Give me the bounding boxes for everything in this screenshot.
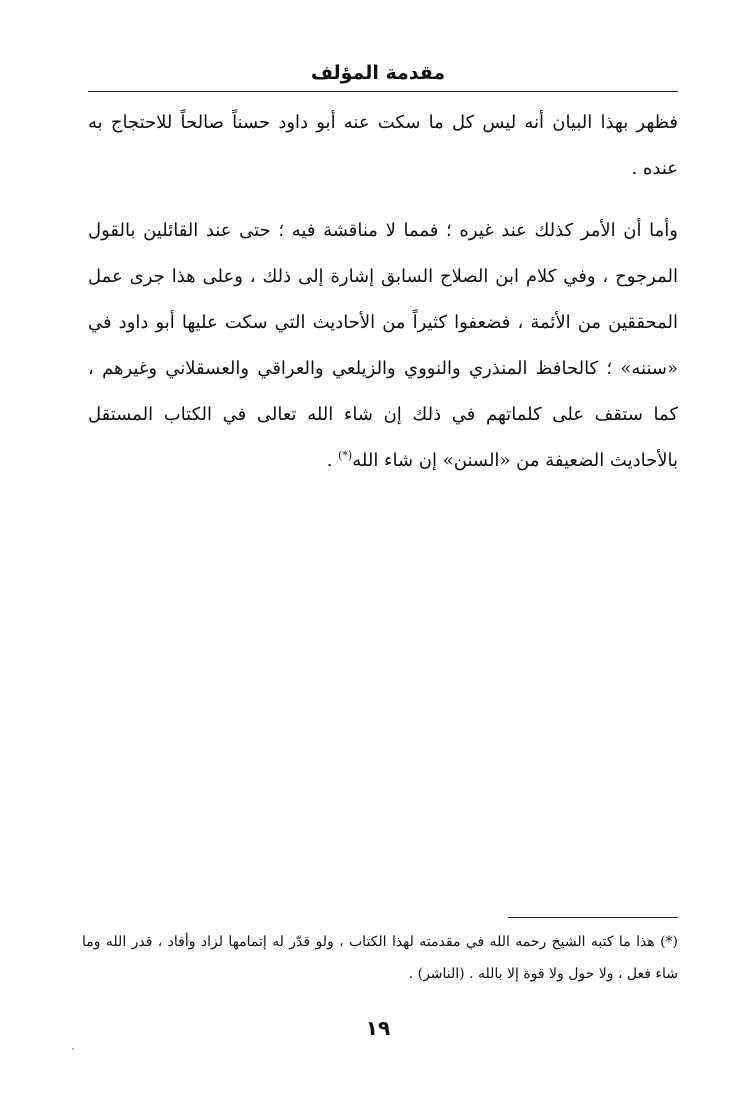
footnote-marker: (*) — [338, 449, 353, 462]
paragraph-1: فظهر بهذا البيان أنه ليس كل ما سكت عنه أبو داود حسناً صالحاً للاحتجاج به عنده . — [88, 112, 678, 179]
footnote-divider — [508, 917, 678, 918]
page-number: ١٩ — [365, 1016, 391, 1040]
scan-speck — [72, 1048, 74, 1050]
footnote: (*) هذا ما كتبه الشيخ رحمه الله في مقدمته لهذا الكتاب ، ولو قدّر له إتمامها لزاد وأفاد ، قدر الله وما شاء فعل ، ولا حول ولا قوة إلا بالله . (الناشر) . — [82, 934, 678, 982]
page-header-title: مقدمة المؤلف — [310, 62, 446, 84]
paragraph-2-text: وأما أن الأمر كذلك عند غيره ؛ فمما لا مناقشة فيه ؛ حتى عند القائلين بالقول المرجوح ، وفي كلام ابن الصلاح السابق إشارة إلى ذلك ، وعلى هذا جرى عمل المحققين من الأئمة ، فضعفوا كثيراً من الأحاديث التي سكت عليها أبو داود في «سننه» ؛ كالحافظ المنذري والنووي والزيلعي والعراقي والعسقلاني وغيرهم ، كما ستقف على كلماتهم في ذلك إن شاء الله تعالى في الكتاب المستقل بالأحاديث الضعيفة من «السنن» إن شاء الله — [88, 220, 678, 471]
header-divider — [88, 91, 678, 92]
main-text — [88, 100, 678, 484]
paragraph-2-end: . — [326, 450, 339, 471]
paragraph-2 — [88, 208, 678, 484]
